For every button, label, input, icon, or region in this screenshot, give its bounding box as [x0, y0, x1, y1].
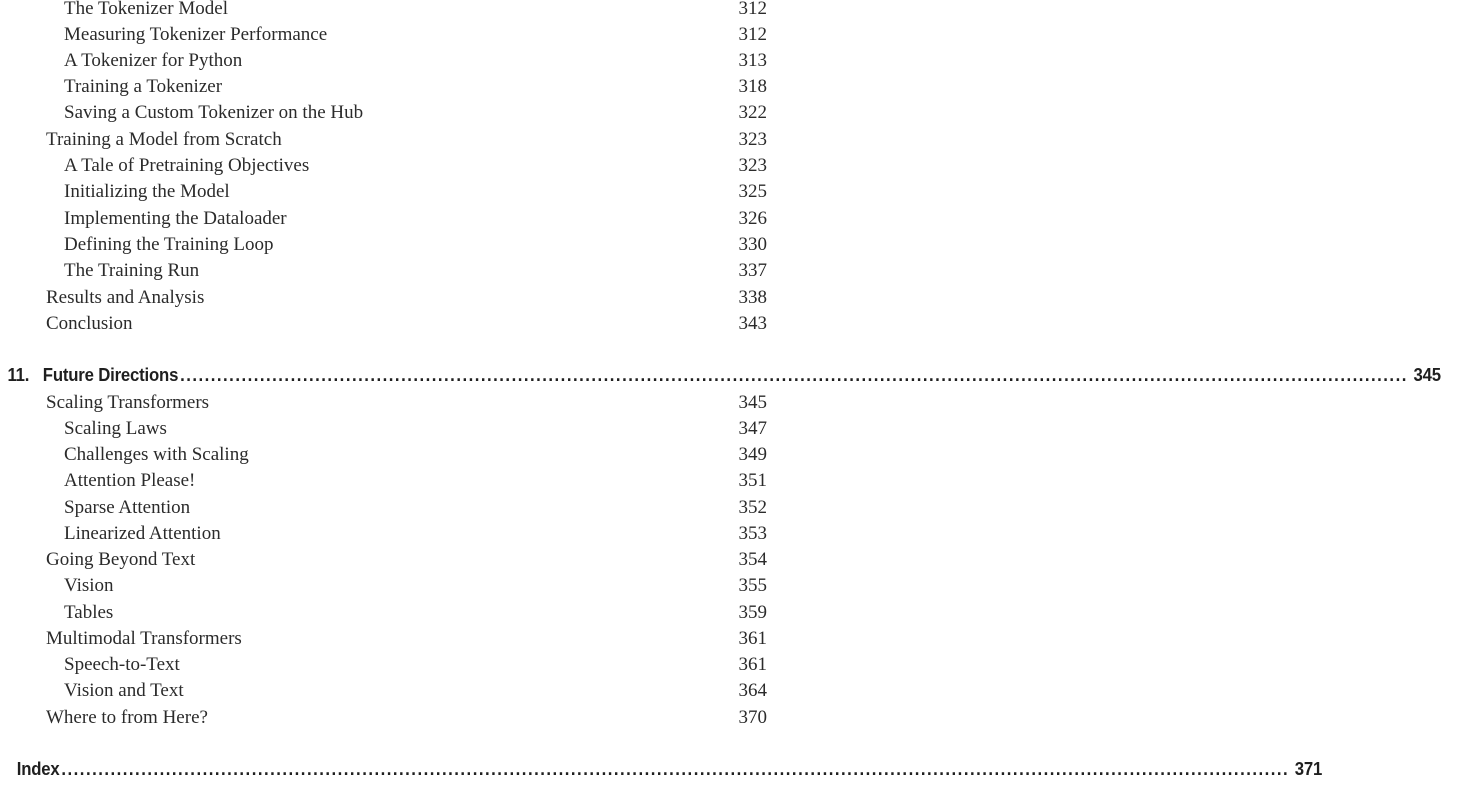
toc-entry-page: 359 — [738, 602, 767, 623]
toc-entry-page: 354 — [738, 549, 767, 570]
toc-entry-title: The Tokenizer Model — [64, 0, 228, 19]
toc-entry-title: Attention Please! — [64, 470, 196, 491]
toc-entry-page: 345 — [1413, 365, 1441, 385]
toc-entry — [0, 678, 800, 704]
toc-entry — [0, 652, 800, 678]
toc-entry — [0, 705, 800, 731]
chapter-number: 11. — [7, 365, 30, 385]
toc-entry — [0, 390, 800, 416]
toc-entry-page: 371 — [1294, 759, 1323, 779]
toc-entry-page: 325 — [738, 181, 767, 202]
toc-entry — [0, 416, 800, 442]
toc-entry — [0, 573, 800, 599]
toc-entry-title: Multimodal Transformers — [46, 628, 242, 649]
toc-entry — [0, 74, 800, 100]
toc-entry — [0, 495, 800, 521]
toc-entry — [0, 311, 800, 337]
toc-entry — [0, 179, 800, 205]
toc-entry-title: Saving a Custom Tokenizer on the Hub — [64, 102, 364, 123]
toc-chapter-heading — [0, 362, 1441, 388]
toc-entry-page: 326 — [738, 208, 767, 229]
toc-entry — [0, 600, 800, 626]
toc-entry-page: 343 — [738, 313, 767, 334]
toc-entry — [0, 547, 800, 573]
toc-entry-title: Results and Analysis — [46, 287, 205, 308]
toc-entry-page: 330 — [738, 234, 767, 255]
toc-entry — [0, 100, 800, 126]
toc-entry — [0, 22, 800, 48]
toc-entry — [0, 48, 800, 74]
toc-entry — [0, 153, 800, 179]
toc-entry-page: 349 — [738, 444, 767, 465]
dot-leader: ........................................................................................................................................................................................................ — [61, 759, 1290, 779]
toc-entry-page: 353 — [738, 523, 767, 544]
toc-entry — [0, 206, 800, 232]
toc-entry-title: Training a Tokenizer — [64, 76, 223, 97]
toc-entry-page: 337 — [738, 260, 767, 281]
toc-entry — [0, 0, 800, 22]
toc-entry — [0, 468, 800, 494]
toc-entry-page: 370 — [738, 707, 767, 728]
toc-entry-title: Going Beyond Text — [46, 549, 196, 570]
toc-entry-page: 361 — [738, 654, 767, 675]
toc-entry-title: Where to from Here? — [46, 707, 208, 728]
toc-entry-title: Initializing the Model — [64, 181, 230, 202]
dot-leader: ........................................................................................................................................................................................................ — [180, 365, 1408, 385]
toc-entry-page: 323 — [738, 129, 767, 150]
toc-entry-title: Challenges with Scaling — [64, 444, 249, 465]
toc-entry-page: 361 — [738, 628, 767, 649]
toc-entry-title: Linearized Attention — [64, 523, 221, 544]
toc-entry-page: 322 — [738, 102, 767, 123]
toc-entry-title: Scaling Transformers — [46, 392, 210, 413]
toc-entry-page: 352 — [738, 497, 767, 518]
toc-entry-page: 312 — [738, 0, 767, 19]
toc-entry-title: Sparse Attention — [64, 497, 191, 518]
toc-entry-page: 312 — [738, 24, 767, 45]
toc-entry — [0, 626, 800, 652]
toc-entry — [0, 521, 800, 547]
toc-entry-page: 364 — [738, 680, 767, 701]
toc-entry-title: Implementing the Dataloader — [64, 208, 287, 229]
toc-entry — [0, 232, 800, 258]
toc-entry-title: Vision — [64, 575, 114, 596]
toc-entry-title: A Tokenizer for Python — [64, 50, 243, 71]
toc-entry-title: Index — [16, 759, 60, 779]
toc-entry-page: 313 — [738, 50, 767, 71]
toc-entry-title: Vision and Text — [64, 680, 184, 701]
toc-entry-page: 323 — [738, 155, 767, 176]
toc-entry-title: Tables — [64, 602, 114, 623]
toc-entry-title: Speech-to-Text — [64, 654, 180, 675]
toc-entry-page: 347 — [738, 418, 767, 439]
toc-entry — [0, 127, 800, 153]
toc-entry-page: 351 — [738, 470, 767, 491]
toc-entry-page: 355 — [738, 575, 767, 596]
toc-entry-title: Scaling Laws — [64, 418, 167, 439]
toc-entry-page: 345 — [738, 392, 767, 413]
toc-index-heading — [0, 756, 1323, 782]
toc-entry — [0, 285, 800, 311]
toc-entry — [0, 258, 800, 284]
toc-entry-title: Measuring Tokenizer Performance — [64, 24, 328, 45]
toc-entry-title: Training a Model from Scratch — [46, 129, 282, 150]
toc-entry-title: A Tale of Pretraining Objectives — [64, 155, 310, 176]
toc-entry-title: Future Directions — [42, 365, 179, 385]
toc-entry — [0, 442, 800, 468]
toc-entry-page: 338 — [738, 287, 767, 308]
toc-entry-title: The Training Run — [64, 260, 200, 281]
toc-entry-title: Defining the Training Loop — [64, 234, 274, 255]
toc-entry-title: Conclusion — [46, 313, 133, 334]
toc-entry-page: 318 — [738, 76, 767, 97]
